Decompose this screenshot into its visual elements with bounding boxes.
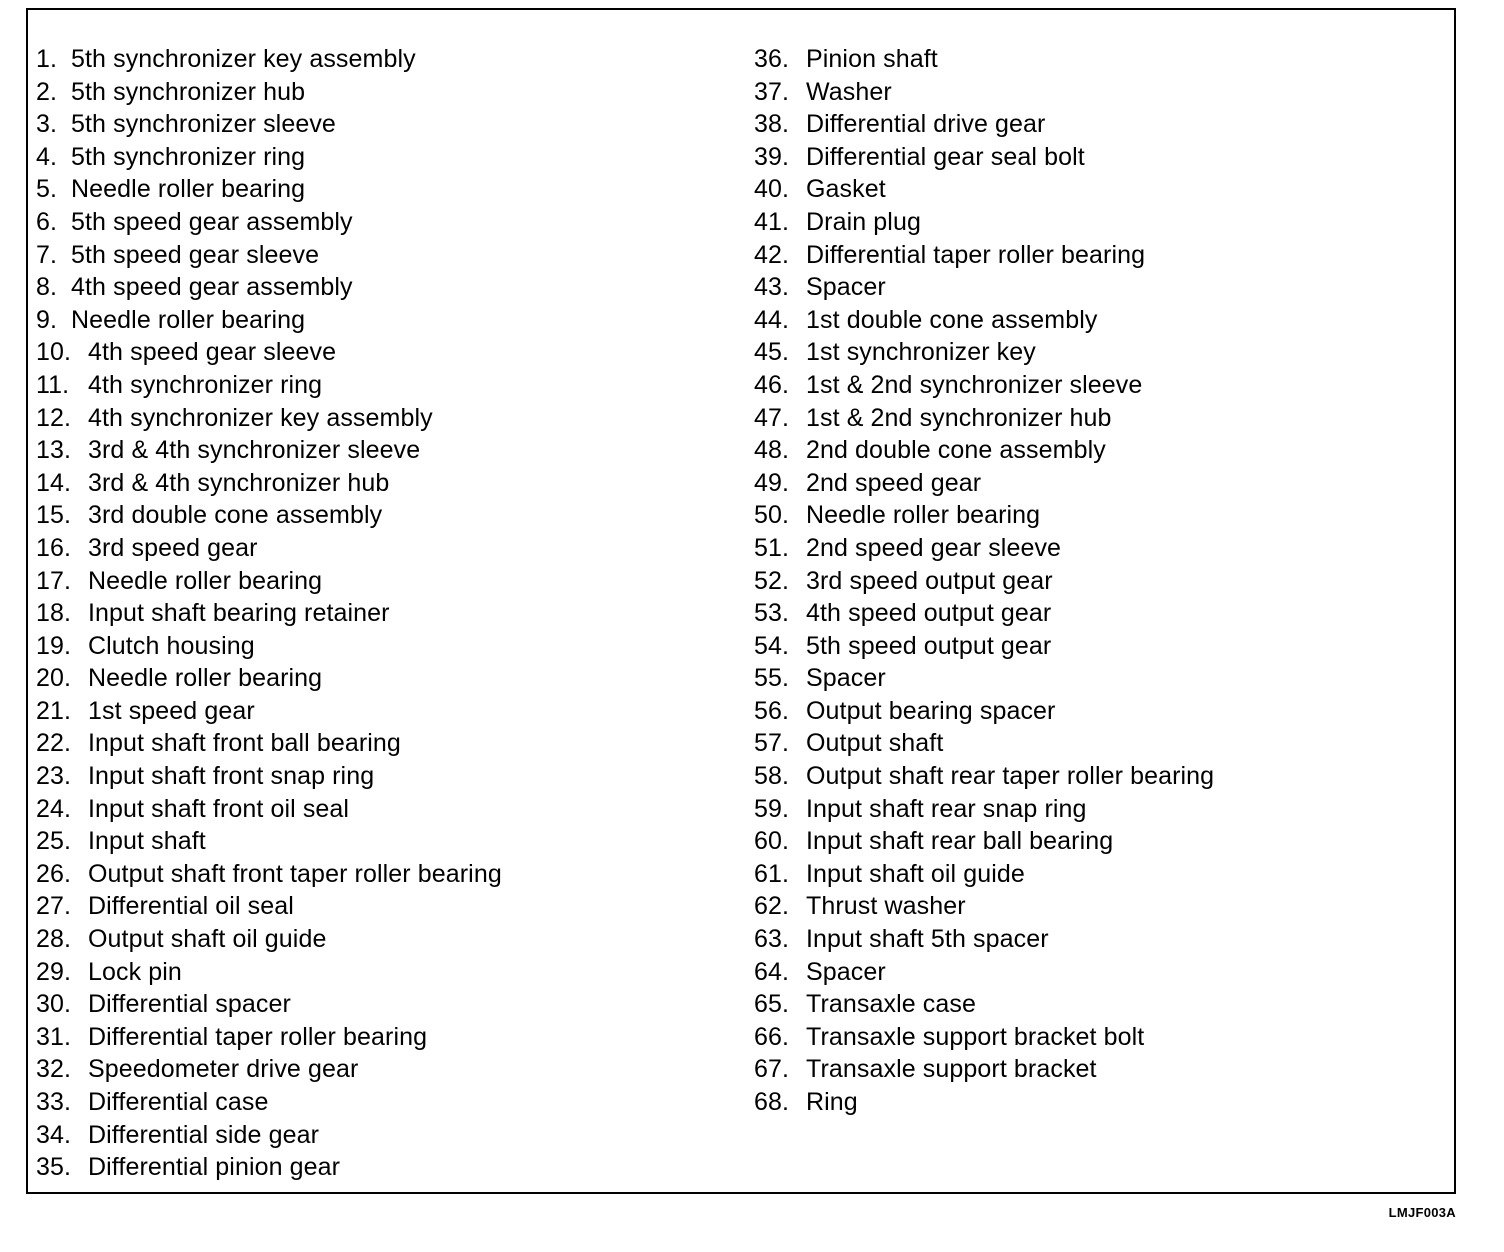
- legend-item-number: 22.: [36, 729, 72, 758]
- legend-item-number: 6.: [36, 207, 58, 236]
- legend-item: [754, 336, 1214, 369]
- legend-item-number: 54.: [754, 631, 790, 660]
- legend-item-number: 58.: [754, 762, 790, 791]
- legend-item: [36, 597, 502, 630]
- legend-item-number: 18.: [36, 599, 72, 628]
- legend-item-label: 4th synchronizer ring: [88, 370, 323, 399]
- legend-item: [36, 760, 502, 793]
- legend-item: [754, 173, 1214, 206]
- legend-item-label: Drain plug: [806, 207, 921, 236]
- legend-item-label: Pinion shaft: [806, 45, 938, 73]
- legend-item-number: 15.: [36, 501, 72, 530]
- legend-item-label: 3rd speed gear: [88, 533, 258, 562]
- legend-item: [36, 565, 502, 598]
- legend-item-label: 4th speed output gear: [806, 599, 1052, 628]
- legend-item-number: 63.: [754, 925, 790, 954]
- legend-item: [754, 956, 1214, 989]
- legend-item-label: Input shaft front ball bearing: [88, 729, 401, 758]
- legend-item-number: 3.: [36, 110, 58, 139]
- legend-item: [36, 434, 502, 467]
- legend-item: [754, 890, 1214, 923]
- legend-item-number: 38.: [754, 110, 790, 139]
- legend-item-label: Spacer: [806, 664, 886, 693]
- legend-item-number: 2.: [36, 77, 58, 106]
- legend-item-label: 2nd double cone assembly: [806, 436, 1106, 465]
- legend-item: [36, 369, 502, 402]
- legend-item-label: Output shaft front taper roller bearing: [88, 859, 502, 888]
- legend-item-number: 28.: [36, 925, 72, 954]
- legend-item-number: 55.: [754, 664, 790, 693]
- legend-item-number: 21.: [36, 696, 72, 725]
- legend-item: [36, 499, 502, 532]
- legend-item: [36, 467, 502, 500]
- legend-item-label: Lock pin: [88, 957, 182, 986]
- legend-item-number: 23.: [36, 762, 72, 791]
- legend-item-label: Differential spacer: [88, 990, 291, 1019]
- legend-item-number: 30.: [36, 990, 72, 1019]
- legend-item-label: 1st & 2nd synchronizer sleeve: [806, 370, 1143, 399]
- legend-item-number: 12.: [36, 403, 72, 432]
- legend-item-number: 9.: [36, 305, 58, 334]
- legend-item-label: Differential drive gear: [806, 110, 1046, 139]
- legend-item-number: 41.: [754, 207, 790, 236]
- legend-item-label: Needle roller bearing: [806, 501, 1041, 530]
- legend-item: [754, 1053, 1214, 1086]
- legend-item: [754, 825, 1214, 858]
- legend-item: [754, 304, 1214, 337]
- legend-item-label: 4th synchronizer key assembly: [88, 403, 433, 432]
- legend-item: [36, 890, 502, 923]
- legend-item-label: 4th speed gear sleeve: [88, 338, 337, 367]
- legend-item: [754, 760, 1214, 793]
- legend-item: [754, 271, 1214, 304]
- legend-item-label: Needle roller bearing: [88, 566, 323, 595]
- legend-item-number: 68.: [754, 1088, 790, 1116]
- legend-item-number: 25.: [36, 827, 72, 856]
- legend-item: [754, 499, 1214, 532]
- legend-item-number: 27.: [36, 892, 72, 921]
- legend-item: [754, 369, 1214, 402]
- legend-item-number: 7.: [36, 240, 58, 269]
- legend-item: [36, 1053, 502, 1086]
- legend-item-number: 19.: [36, 631, 72, 660]
- legend-item-label: Input shaft rear ball bearing: [806, 827, 1114, 856]
- legend-item-label: 4th speed gear assembly: [71, 273, 353, 302]
- legend-item-label: 3rd & 4th synchronizer hub: [88, 468, 390, 497]
- legend-item-number: 64.: [754, 957, 790, 986]
- legend-item-label: 2nd speed gear: [806, 468, 982, 497]
- legend-item-label: Needle roller bearing: [88, 664, 323, 693]
- legend-item: [36, 271, 502, 304]
- legend-item: [36, 206, 502, 239]
- legend-item-label: Input shaft front snap ring: [88, 762, 375, 791]
- legend-item: [36, 1086, 502, 1119]
- legend-item-label: 5th speed output gear: [806, 631, 1052, 660]
- legend-item: [36, 793, 502, 826]
- legend-item: [754, 43, 1214, 76]
- legend-item: [754, 206, 1214, 239]
- legend-item-number: 47.: [754, 403, 790, 432]
- legend-item: [754, 402, 1214, 435]
- legend-item-number: 42.: [754, 240, 790, 269]
- legend-item-label: Differential side gear: [88, 1120, 320, 1149]
- legend-item-number: 45.: [754, 338, 790, 367]
- legend-item-number: 40.: [754, 175, 790, 204]
- legend-item: [754, 434, 1214, 467]
- legend-item-number: 53.: [754, 599, 790, 628]
- legend-item: [36, 727, 502, 760]
- legend-item-number: 44.: [754, 305, 790, 334]
- legend-item-label: 3rd & 4th synchronizer sleeve: [88, 436, 421, 465]
- legend-item-label: Input shaft front oil seal: [88, 794, 350, 823]
- legend-item: [754, 695, 1214, 728]
- legend-item-label: Output shaft: [806, 729, 944, 758]
- legend-item-label: Input shaft bearing retainer: [88, 599, 390, 628]
- legend-item-label: 2nd speed gear sleeve: [806, 533, 1062, 562]
- legend-item-number: 57.: [754, 729, 790, 758]
- legend-item-label: Spacer: [806, 957, 886, 986]
- legend-item: [754, 565, 1214, 598]
- legend-item-label: 5th speed gear assembly: [71, 207, 353, 236]
- legend-item-number: 48.: [754, 436, 790, 465]
- legend-item-label: Differential gear seal bolt: [806, 142, 1085, 171]
- legend-item-label: Input shaft 5th spacer: [806, 925, 1049, 954]
- legend-item-number: 59.: [754, 794, 790, 823]
- legend-item-label: Differential oil seal: [88, 892, 294, 921]
- legend-item-number: 39.: [754, 142, 790, 171]
- legend-item-number: 51.: [754, 533, 790, 562]
- legend-item: [36, 695, 502, 728]
- legend-item-label: 5th synchronizer ring: [71, 142, 306, 171]
- legend-item-number: 35.: [36, 1153, 72, 1182]
- legend-item-label: 3rd speed output gear: [806, 566, 1053, 595]
- legend-item: [754, 1086, 1214, 1119]
- legend-item-label: Ring: [806, 1088, 858, 1116]
- legend-item-label: 1st & 2nd synchronizer hub: [806, 403, 1112, 432]
- legend-item-number: 4.: [36, 142, 58, 171]
- legend-item: [36, 304, 502, 337]
- legend-item-label: Gasket: [806, 175, 886, 204]
- legend-item-label: 5th synchronizer sleeve: [71, 110, 336, 139]
- legend-item-number: 8.: [36, 273, 58, 302]
- legend-item-label: Output shaft oil guide: [88, 925, 327, 954]
- legend-item-number: 65.: [754, 990, 790, 1019]
- legend-item-label: Output shaft rear taper roller bearing: [806, 762, 1215, 791]
- legend-item: [36, 1021, 502, 1054]
- legend-item: [36, 108, 502, 141]
- legend-item-number: 26.: [36, 859, 72, 888]
- legend-item-label: 5th synchronizer key assembly: [71, 45, 416, 73]
- legend-item-number: 20.: [36, 664, 72, 693]
- legend-item: [36, 1151, 502, 1184]
- legend-item-label: Differential pinion gear: [88, 1153, 341, 1182]
- legend-item-label: 1st synchronizer key: [806, 338, 1036, 367]
- legend-item-label: Clutch housing: [88, 631, 255, 660]
- legend-item-number: 61.: [754, 859, 790, 888]
- figure-code: LMJF003A: [1388, 1205, 1456, 1220]
- legend-item-number: 29.: [36, 957, 72, 986]
- legend-item: [36, 630, 502, 663]
- legend-item: [754, 1021, 1214, 1054]
- legend-item-label: Washer: [806, 77, 892, 106]
- legend-column-left: [36, 43, 502, 1184]
- legend-item-number: 49.: [754, 468, 790, 497]
- legend-item-label: Input shaft oil guide: [806, 859, 1025, 888]
- legend-item-number: 16.: [36, 533, 72, 562]
- legend-item-label: Thrust washer: [806, 892, 966, 921]
- legend-item: [36, 76, 502, 109]
- legend-item-number: 13.: [36, 436, 72, 465]
- legend-item: [36, 532, 502, 565]
- legend-item-number: 52.: [754, 566, 790, 595]
- legend-item: [754, 630, 1214, 663]
- legend-item-number: 31.: [36, 1022, 72, 1051]
- legend-frame: [26, 8, 1456, 1194]
- legend-item-label: Transaxle support bracket: [806, 1055, 1097, 1084]
- legend-item-number: 32.: [36, 1055, 72, 1084]
- legend-item-label: Needle roller bearing: [71, 175, 306, 204]
- legend-item: [36, 662, 502, 695]
- legend-item: [754, 141, 1214, 174]
- legend-item: [36, 956, 502, 989]
- legend-item-label: Input shaft: [88, 827, 206, 856]
- legend-item-number: 43.: [754, 273, 790, 302]
- legend-item-number: 46.: [754, 370, 790, 399]
- legend-item: [36, 858, 502, 891]
- legend-item-label: Differential taper roller bearing: [806, 240, 1146, 269]
- legend-item-label: 1st double cone assembly: [806, 305, 1098, 334]
- legend-item-number: 67.: [754, 1055, 790, 1084]
- legend-item: [754, 727, 1214, 760]
- legend-item: [36, 173, 502, 206]
- legend-item-label: Needle roller bearing: [71, 305, 306, 334]
- legend-item-number: 14.: [36, 468, 72, 497]
- legend-item-number: 24.: [36, 794, 72, 823]
- legend-item-number: 10.: [36, 338, 72, 367]
- legend-item-number: 11.: [36, 370, 70, 399]
- legend-item: [754, 108, 1214, 141]
- legend-item: [36, 402, 502, 435]
- legend-item: [754, 76, 1214, 109]
- legend-item: [754, 239, 1214, 272]
- legend-item-label: Differential case: [88, 1088, 269, 1116]
- legend-item: [36, 239, 502, 272]
- legend-item-number: 50.: [754, 501, 790, 530]
- legend-item: [754, 793, 1214, 826]
- legend-item-number: 36.: [754, 45, 790, 73]
- legend-item: [754, 532, 1214, 565]
- legend-item-label: 5th speed gear sleeve: [71, 240, 320, 269]
- legend-item-number: 33.: [36, 1088, 72, 1116]
- legend-item: [36, 141, 502, 174]
- legend-item-label: 1st speed gear: [88, 696, 255, 725]
- legend-item: [754, 662, 1214, 695]
- legend-column-right: [754, 43, 1214, 1119]
- legend-item-number: 34.: [36, 1120, 72, 1149]
- legend-item-label: 3rd double cone assembly: [88, 501, 383, 530]
- legend-item-number: 60.: [754, 827, 790, 856]
- legend-item: [36, 825, 502, 858]
- legend-item: [754, 858, 1214, 891]
- legend-item-number: 66.: [754, 1022, 790, 1051]
- legend-item: [754, 597, 1214, 630]
- legend-item: [36, 336, 502, 369]
- legend-item-label: Speedometer drive gear: [88, 1055, 359, 1084]
- legend-item: [754, 923, 1214, 956]
- legend-item: [36, 988, 502, 1021]
- legend-item-number: 1.: [36, 45, 58, 73]
- legend-item-label: Input shaft rear snap ring: [806, 794, 1087, 823]
- legend-item-label: 5th synchronizer hub: [71, 77, 306, 106]
- legend-item-label: Output bearing spacer: [806, 696, 1056, 725]
- legend-item: [36, 43, 502, 76]
- legend-item-label: Transaxle case: [806, 990, 976, 1019]
- legend-item-number: 5.: [36, 175, 58, 204]
- legend-item-number: 17.: [36, 566, 72, 595]
- legend-item: [754, 467, 1214, 500]
- legend-item-number: 37.: [754, 77, 790, 106]
- legend-item: [754, 988, 1214, 1021]
- legend-item-label: Spacer: [806, 273, 886, 302]
- legend-item: [36, 1119, 502, 1152]
- legend-item-number: 62.: [754, 892, 790, 921]
- legend-item-label: Transaxle support bracket bolt: [806, 1022, 1145, 1051]
- legend-item-label: Differential taper roller bearing: [88, 1022, 428, 1051]
- legend-item: [36, 923, 502, 956]
- legend-item-number: 56.: [754, 696, 790, 725]
